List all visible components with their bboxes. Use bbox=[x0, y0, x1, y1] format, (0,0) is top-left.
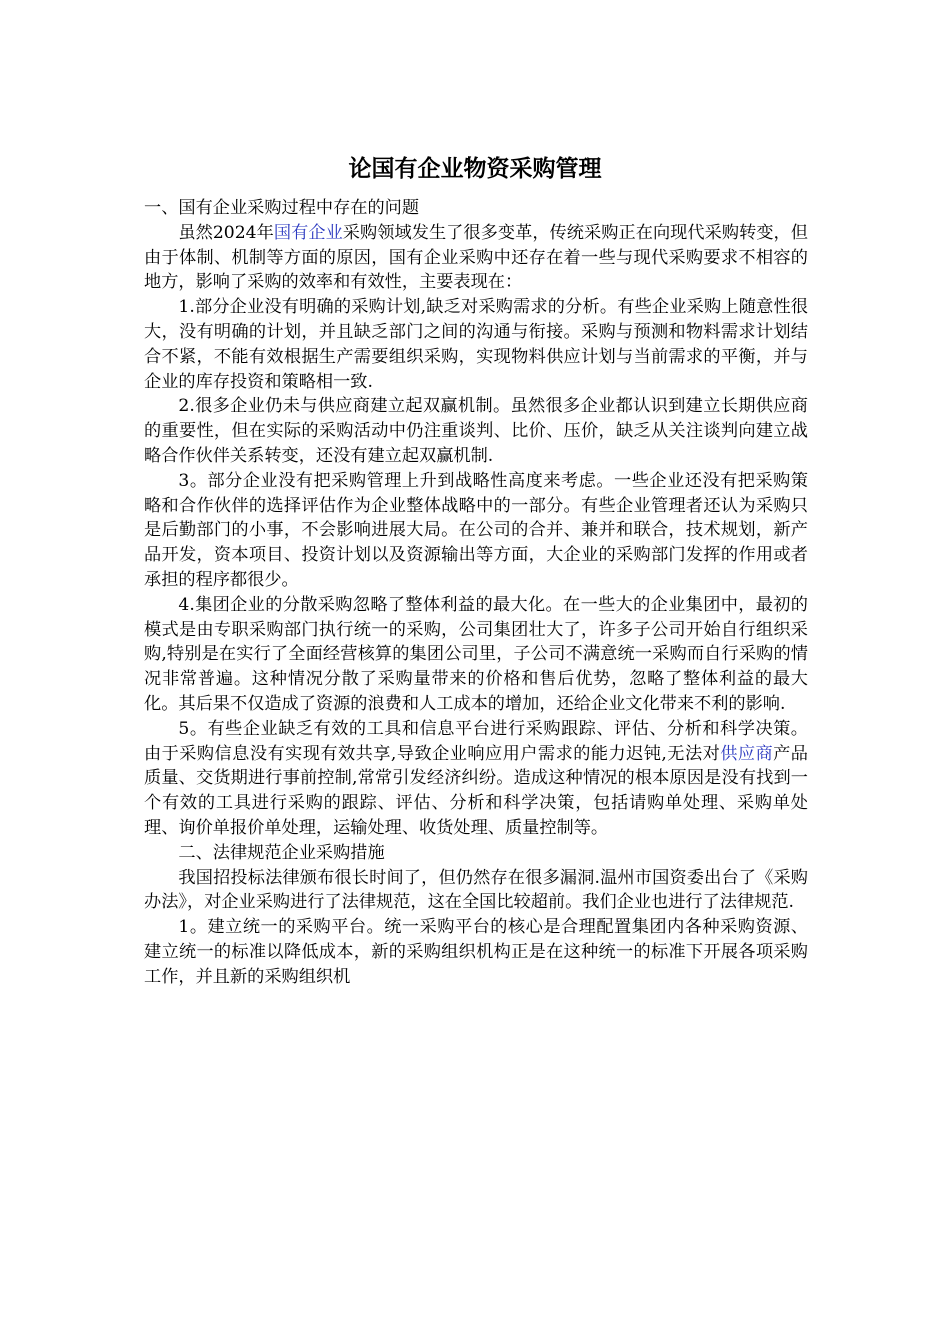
intro-text-pre: 虽然2024年 bbox=[178, 222, 274, 243]
state-enterprise-link[interactable]: 国有企业 bbox=[273, 222, 343, 243]
section-heading-1: 一、国有企业采购过程中存在的问题 bbox=[144, 198, 420, 218]
paragraph-5-post: 产品质量、交货期进行事前控制,常常引发经济纠纷。造成这种情况的根本原因是没有找到一个有效的工具进行采购的跟踪、评估、分析和科学决策，包括请购单处理、采购单处理、询价单报价单处理，运输处理、收货处理、质量控制等。 bbox=[144, 743, 808, 838]
paragraph-1: 1.部分企业没有明确的采购计划,缺乏对采购需求的分析。有些企业采购上随意性很大，没有明确的计划，并且缺乏部门之间的沟通与衔接。采购与预测和物料需求计划结合不紧，不能有效根据生产需要组织采购，实现物料供应计划与当前需求的平衡，并与企业的库存投资和策略相一致. bbox=[144, 297, 808, 392]
paragraph-3: 3。部分企业没有把采购管理上升到战略性高度来考虑。一些企业还没有把采购策略和合作伙伴的选择评估作为企业整体战略中的一部分。有些企业管理者还认为采购只是后勤部门的小事，不会影响进展大局。在公司的合并、兼并和联合，技术规划，新产品开发，资本项目、投资计划以及资源输出等方面，大企业的采购部门发挥的作用或者承担的程序都很少。 bbox=[144, 470, 808, 590]
document-title: 论国有企业物资采购管理 bbox=[348, 156, 602, 182]
supplier-link[interactable]: 供应商 bbox=[720, 743, 774, 764]
document-body bbox=[144, 196, 808, 990]
section-heading-2: 二、法律规范企业采购措施 bbox=[178, 842, 385, 863]
intro-paragraph bbox=[144, 221, 808, 295]
paragraph-5-pre: 5。有些企业缺乏有效的工具和信息平台进行采购跟踪、评估、分析和科学决策。由于采购信息没有实现有效共享,导致企业响应用户需求的能力迟钝,无法对 bbox=[144, 718, 808, 764]
paragraph-6: 我国招投标法律颁布很长时间了，但仍然存在很多漏洞.温州市国资委出台了《采购办法》，对企业采购进行了法律规范，这在全国比较超前。我们企业也进行了法律规范. bbox=[144, 867, 808, 913]
paragraph-5 bbox=[144, 717, 808, 841]
paragraph-2: 2.很多企业仍未与供应商建立起双赢机制。虽然很多企业都认识到建立长期供应商的重要性，但在实际的采购活动中仍注重谈判、比价、压价，缺乏从关注谈判向建立战略合作伙伴关系转变，还没有建立起双赢机制. bbox=[144, 396, 808, 466]
paragraph-7: 1。建立统一的采购平台。统一采购平台的核心是合理配置集团内各种采购资源、建立统一的标准以降低成本，新的采购组织机构正是在这种统一的标准下开展各项采购工作，并且新的采购组织机 bbox=[144, 917, 808, 987]
intro-text-post: 采购领域发生了很多变革，传统采购正在向现代采购转变，但由于体制、机制等方面的原因，国有企业采购中还存在着一些与现代采购要求不相容的地方，影响了采购的效率和有效性，主要表现在： bbox=[144, 222, 808, 293]
paragraph-4: 4.集团企业的分散采购忽略了整体利益的最大化。在一些大的企业集团中，最初的模式是由专职采购部门执行统一的采购，公司集团壮大了，许多子公司开始自行组织采购,特别是在实行了全面经营核算的集团公司里，子公司不满意统一采购而自行采购的情况非常普遍。这种情况分散了采购量带来的价格和售后优势，忽略了整体利益的最大化。其后果不仅造成了资源的浪费和人工成本的增加，还给企业文化带来不利的影响. bbox=[144, 594, 808, 714]
